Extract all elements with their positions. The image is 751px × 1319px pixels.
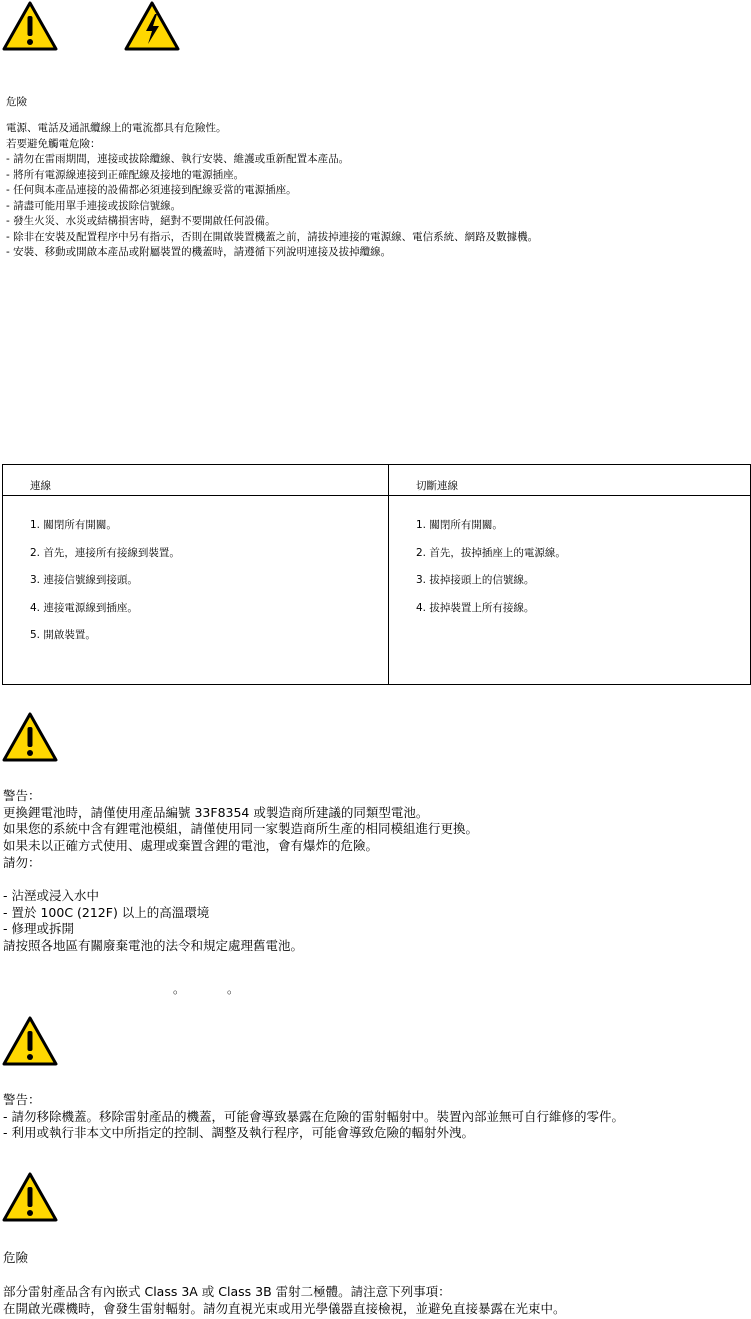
danger-line: - 安裝、移動或開啟本產品或附屬裝置的機蓋時，請遵循下列說明連接及拔掉纜線。: [6, 246, 392, 258]
danger-line: - 發生火災、水災或結構損害時，絕對不要開啟任何設備。: [6, 215, 276, 227]
connect-header-cell: [3, 465, 389, 496]
connect-step: 3. 連接信號線到接頭。: [30, 574, 138, 586]
battery-line: 請勿：: [3, 854, 41, 870]
battery-line: 更換鋰電池時，請僅使用產品編號 33F8354 或製造商所建議的同類型電池。: [3, 804, 429, 820]
connect-disconnect-table: [2, 464, 751, 685]
stray-period: 。: [173, 982, 186, 996]
battery-item: - 修理或拆開: [3, 921, 74, 937]
disconnect-step: 1. 關閉所有開關。: [416, 519, 503, 531]
laser-caution-line: - 利用或執行非本文中所指定的控制、調整及執行程序，可能會導致危險的輻射外洩。: [3, 1125, 474, 1141]
battery-item: - 沾溼或浸入水中: [3, 888, 99, 903]
laser-danger-line: 在開啟光碟機時，會發生雷射輻射。請勿直視光束或用光學儀器直接檢視，並避免直接暴露在光束中。: [3, 1300, 566, 1316]
connect-steps-cell: [3, 496, 389, 685]
caution-icon: [2, 1016, 58, 1066]
disconnect-step: 4. 拔掉裝置上所有接線。: [416, 601, 535, 614]
danger-heading: 危險: [6, 96, 27, 108]
caution-icon: [2, 1, 58, 51]
laser-danger-line: 部分雷射產品含有內嵌式 Class 3A 或 Class 3B 雷射二極體。請注意下列事項：: [3, 1284, 451, 1299]
disconnect-header: 切斷連線: [416, 480, 458, 492]
danger-line: 若要避免觸電危險：: [6, 137, 101, 150]
danger-line: - 請勿在雷雨期間，連接或拔除纜線、執行安裝、維護或重新配置本產品。: [6, 153, 350, 165]
electrical-hazard-icon: [124, 1, 180, 51]
danger-line: - 除非在安裝及配置程序中另有指示，否則在開啟裝置機蓋之前，請拔掉連接的電源線、電信系統、網路及數據機。: [6, 230, 539, 243]
caution-icon: [2, 1172, 58, 1222]
danger-line: 電源、電話及通訊纜線上的電流都具有危險性。: [6, 122, 227, 134]
laser-caution-text: [3, 1092, 624, 1142]
battery-item: - 置於 100C (212F) 以上的高溫環境: [3, 904, 210, 920]
laser-danger-text: [3, 1284, 566, 1317]
danger-line: - 將所有電源線連接到正確配線及接地的電源插座。: [6, 168, 245, 181]
caution-icon: [2, 712, 58, 762]
battery-caution-text: [3, 788, 478, 872]
connect-step: 2. 首先，連接所有接線到裝置。: [30, 546, 180, 559]
disconnect-step: 2. 首先，拔掉插座上的電源線。: [416, 546, 566, 559]
stray-period: 。: [227, 982, 240, 996]
connect-header: 連線: [30, 480, 51, 492]
battery-heading: 警告：: [3, 788, 41, 803]
laser-caution-line: - 請勿移除機蓋。移除雷射產品的機蓋，可能會導致暴露在危險的雷射輻射中。裝置內部並無可自行維修的零件。: [3, 1108, 624, 1124]
disconnect-header-cell: [389, 465, 751, 496]
danger-line: - 請盡可能用單手連接或拔除信號線。: [6, 199, 182, 212]
laser-caution-heading: 警告：: [3, 1092, 41, 1107]
disconnect-steps-cell: [389, 496, 751, 685]
laser-danger-heading: 危險: [3, 1250, 29, 1265]
battery-line: 如果未以正確方式使用、處理或棄置含鋰的電池，會有爆炸的危險。: [3, 838, 379, 854]
battery-item: 請按照各地區有關廢棄電池的法令和規定處理舊電池。: [3, 938, 304, 954]
connect-step: 4. 連接電源線到插座。: [30, 601, 138, 614]
danger-text: [6, 121, 538, 261]
danger-line: - 任何與本產品連接的設備都必須連接到配線妥當的電源插座。: [6, 184, 297, 196]
connect-step: 1. 關閉所有開關。: [30, 519, 117, 531]
connect-step: 5. 開啟裝置。: [30, 629, 96, 641]
disconnect-step: 3. 拔掉接頭上的信號線。: [416, 574, 535, 586]
battery-items: [3, 888, 303, 955]
battery-line: 如果您的系統中含有鋰電池模組，請僅使用同一家製造商所生產的相同模組進行更換。: [3, 821, 479, 837]
